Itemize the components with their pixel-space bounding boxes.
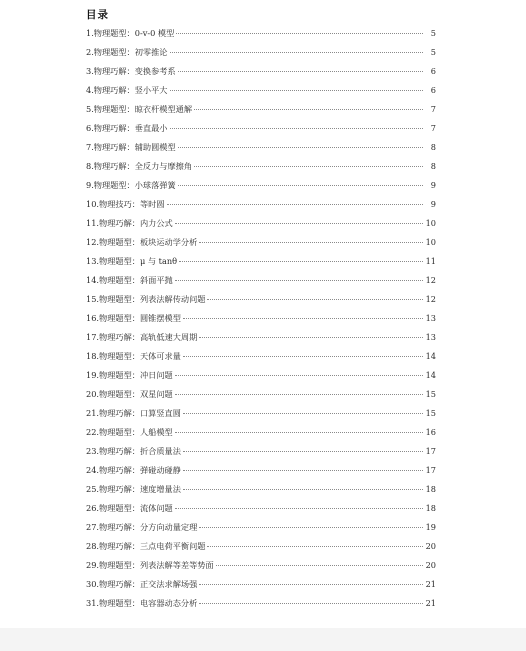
toc-entry[interactable] — [86, 556, 436, 575]
toc-entry-title: 21.物理巧解：口算竖直圆 — [86, 408, 181, 418]
toc-entry[interactable] — [86, 271, 436, 290]
toc-entry[interactable] — [86, 100, 436, 119]
toc-page-number: 17 — [425, 465, 436, 475]
toc-entry[interactable] — [86, 347, 436, 366]
toc-page-number: 10 — [425, 218, 436, 228]
toc-entry-title: 4.物理巧解：竖小平大 — [86, 85, 168, 95]
toc-entry[interactable] — [86, 157, 436, 176]
toc-dot-leader — [170, 90, 424, 91]
toc-entry-title: 16.物理题型：圆锥摆模型 — [86, 313, 181, 323]
toc-entry-title: 10.物理技巧：等时圆 — [86, 199, 165, 209]
toc-entry[interactable] — [86, 195, 436, 214]
toc-dot-leader — [207, 546, 422, 547]
toc-entry-title: 27.物理巧解：分方向动量定理 — [86, 522, 198, 532]
toc-entry-title: 12.物理题型：板块运动学分析 — [86, 237, 198, 247]
toc-entry-title: 6.物理巧解：垂直最小 — [86, 123, 168, 133]
toc-entry[interactable] — [86, 214, 436, 233]
toc-entry-title: 13.物理题型：μ 与 tanθ — [86, 256, 178, 266]
toc-dot-leader — [175, 432, 423, 433]
toc-entry[interactable] — [86, 537, 436, 556]
toc-dot-leader — [194, 166, 423, 167]
toc-dot-leader — [207, 299, 422, 300]
toc-title: 目录 — [86, 9, 109, 21]
toc-dot-leader — [183, 413, 423, 414]
toc-page-number: 17 — [425, 446, 436, 456]
toc-entry[interactable] — [86, 480, 436, 499]
toc-dot-leader — [178, 147, 423, 148]
toc-entry-title: 23.物理巧解：折合质量法 — [86, 446, 181, 456]
toc-entry[interactable] — [86, 81, 436, 100]
toc-page-number: 15 — [425, 408, 436, 418]
toc-entry[interactable] — [86, 594, 436, 613]
toc-entry[interactable] — [86, 328, 436, 347]
toc-entry[interactable] — [86, 442, 436, 461]
toc-dot-leader — [167, 204, 423, 205]
toc-page-number: 19 — [425, 522, 436, 532]
toc-page-number: 15 — [425, 389, 436, 399]
toc-entry[interactable] — [86, 385, 436, 404]
toc-entry[interactable] — [86, 119, 436, 138]
toc-page-number: 21 — [425, 579, 436, 589]
toc-entry-title: 26.物理题型：流体问题 — [86, 503, 173, 513]
toc-page-number: 6 — [430, 85, 436, 95]
toc-page-number: 8 — [430, 161, 436, 171]
toc-dot-leader — [199, 603, 422, 604]
toc-entry[interactable] — [86, 252, 436, 271]
toc-entry-title: 18.物理题型：天体可求量 — [86, 351, 181, 361]
toc-dot-leader — [199, 584, 422, 585]
toc-entry-title: 20.物理题型：双星问题 — [86, 389, 173, 399]
toc-page-number: 6 — [430, 66, 436, 76]
toc-entry[interactable] — [86, 461, 436, 480]
toc-dot-leader — [175, 280, 423, 281]
toc-entry-title: 5.物理题型：晾衣杆模型通解 — [86, 104, 193, 114]
toc-list — [86, 24, 436, 613]
toc-entry-title: 1.物理题型：0-v-0 模型 — [86, 28, 175, 38]
toc-page-number: 14 — [425, 370, 436, 380]
toc-page-number: 9 — [430, 180, 436, 190]
toc-entry[interactable] — [86, 290, 436, 309]
toc-entry[interactable] — [86, 24, 436, 43]
toc-dot-leader — [183, 451, 423, 452]
toc-entry-title: 7.物理巧解：辅助圆模型 — [86, 142, 176, 152]
toc-page-number: 18 — [425, 503, 436, 513]
toc-page-number: 14 — [425, 351, 436, 361]
toc-dot-leader — [178, 71, 423, 72]
toc-page-number: 7 — [430, 104, 436, 114]
toc-page-number: 21 — [425, 598, 436, 608]
toc-dot-leader — [216, 565, 423, 566]
toc-entry-title: 15.物理题型：列表法解传动问题 — [86, 294, 206, 304]
toc-entry[interactable] — [86, 404, 436, 423]
toc-page-number: 8 — [430, 142, 436, 152]
toc-entry-title: 24.物理巧解：弹碰动碰静 — [86, 465, 181, 475]
toc-page-number: 20 — [425, 560, 436, 570]
toc-dot-leader — [170, 52, 424, 53]
toc-dot-leader — [170, 128, 424, 129]
toc-entry[interactable] — [86, 176, 436, 195]
toc-dot-leader — [199, 527, 422, 528]
toc-dot-leader — [175, 394, 423, 395]
toc-page-number: 7 — [430, 123, 436, 133]
toc-dot-leader — [183, 356, 423, 357]
toc-page-number: 5 — [430, 28, 436, 38]
toc-entry-title: 28.物理巧解：三点电荷平衡问题 — [86, 541, 206, 551]
toc-entry-title: 31.物理题型：电容器动态分析 — [86, 598, 198, 608]
toc-entry-title: 11.物理巧解：内力公式 — [86, 218, 173, 228]
toc-entry-title: 8.物理巧解：全反力与摩擦角 — [86, 161, 193, 171]
toc-dot-leader — [175, 223, 423, 224]
page-bottom-edge — [0, 628, 526, 651]
toc-dot-leader — [183, 489, 423, 490]
toc-entry-title: 29.物理题型：列表法解等差等势面 — [86, 560, 214, 570]
toc-dot-leader — [175, 508, 423, 509]
toc-entry[interactable] — [86, 43, 436, 62]
toc-entry[interactable] — [86, 575, 436, 594]
toc-dot-leader — [194, 109, 423, 110]
toc-entry-title: 3.物理巧解：变换参考系 — [86, 66, 176, 76]
toc-entry[interactable] — [86, 499, 436, 518]
toc-page-number: 16 — [425, 427, 436, 437]
toc-entry[interactable] — [86, 518, 436, 537]
toc-entry-title: 17.物理巧解：高轨低速大周期 — [86, 332, 198, 342]
toc-page-number: 9 — [430, 199, 436, 209]
toc-dot-leader — [199, 337, 422, 338]
toc-dot-leader — [183, 470, 423, 471]
toc-entry[interactable] — [86, 423, 436, 442]
toc-entry-title: 14.物理题型：斜面平抛 — [86, 275, 173, 285]
toc-dot-leader — [183, 318, 423, 319]
toc-entry-title: 2.物理题型：初零推论 — [86, 47, 168, 57]
toc-page-number: 12 — [425, 275, 436, 285]
toc-dot-leader — [176, 33, 423, 34]
toc-entry[interactable] — [86, 138, 436, 157]
toc-entry[interactable] — [86, 233, 436, 252]
toc-page-number: 18 — [425, 484, 436, 494]
toc-page-number: 5 — [430, 47, 436, 57]
toc-entry[interactable] — [86, 309, 436, 328]
toc-page-number: 13 — [425, 313, 436, 323]
toc-page-number: 13 — [425, 332, 436, 342]
toc-dot-leader — [179, 261, 423, 262]
toc-dot-leader — [175, 375, 423, 376]
toc-entry-title: 22.物理题型：人船模型 — [86, 427, 173, 437]
toc-page-number: 12 — [425, 294, 436, 304]
toc-entry-title: 25.物理巧解：速度增量法 — [86, 484, 181, 494]
toc-dot-leader — [199, 242, 422, 243]
toc-page-number: 10 — [425, 237, 436, 247]
toc-entry[interactable] — [86, 62, 436, 81]
toc-entry-title: 9.物理题型：小球落弹簧 — [86, 180, 176, 190]
toc-entry[interactable] — [86, 366, 436, 385]
toc-dot-leader — [178, 185, 423, 186]
toc-page-number: 11 — [425, 256, 436, 266]
toc-page-number: 20 — [425, 541, 436, 551]
toc-entry-title: 30.物理巧解：正交法求解场强 — [86, 579, 198, 589]
toc-entry-title: 19.物理题型：冲日问题 — [86, 370, 173, 380]
